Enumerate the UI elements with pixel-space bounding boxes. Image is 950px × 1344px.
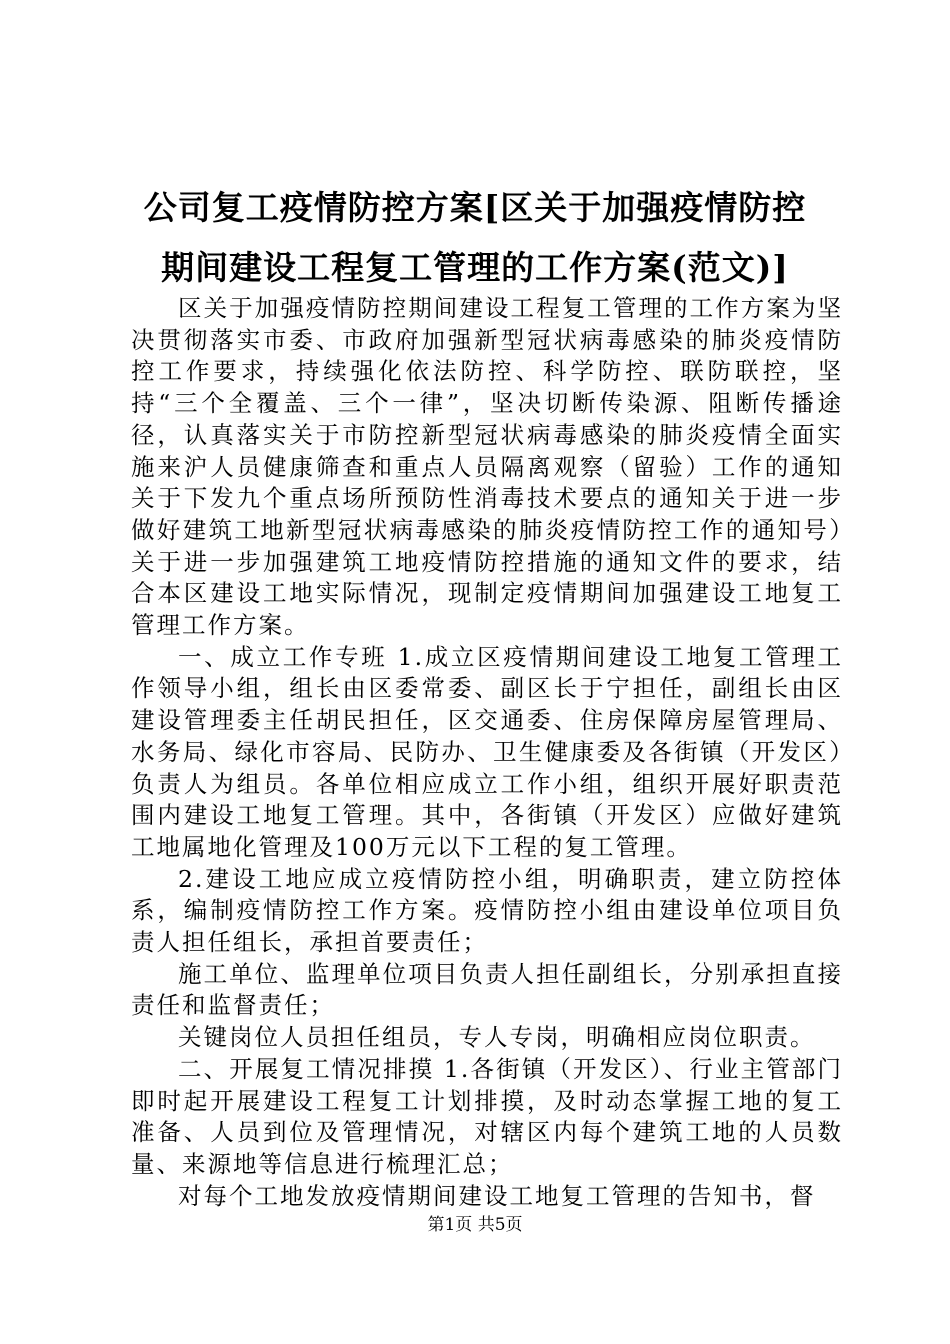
paragraph-intro: 区关于加强疫情防控期间建设工程复工管理的工作方案为坚决贯彻落实市委、市政府加强新型冠状病毒感染的肺炎疫情防控工作要求，持续强化依法防控、科学防控、联防联控，坚持“三个全覆盖、三个一律”，坚决切断传染源、阻断传播途径，认真落实关于市防控新型冠状病毒感染的肺炎疫情全面实施来沪人员健康筛查和重点人员隔离观察（留验）工作的通知关于下发九个重点场所预防性消毒技术要点的通知关于进一步做好建筑工地新型冠状病毒感染的肺炎疫情防控工作的通知号）关于进一步加强建筑工地疫情防控措施的通知文件的要求，结合本区建设工地实际情况，现制定疫情期间加强建设工地复工管理工作方案。: [131, 294, 843, 640]
document-body: [131, 293, 843, 1212]
paragraph-section-1: 一、成立工作专班 1.成立区疫情期间建设工地复工管理工作领导小组，组长由区委常委、副区长于宁担任，副组长由区建设管理委主任胡民担任，区交通委、住房保障房屋管理局、水务局、绿化市容局、民防办、卫生健康委及各街镇（开发区）负责人为组员。各单位相应成立工作小组，组织开展好职责范围内建设工地复工管理。其中，各街镇（开发区）应做好建筑工地属地化管理及100万元以下工程的复工管理。: [131, 642, 843, 861]
document-title: [100, 178, 850, 298]
paragraph-section-2: 二、开展复工情况排摸 1.各街镇（开发区）、行业主管部门即时起开展建设工程复工计划排摸，及时动态掌握工地的复工准备、人员到位及管理情况，对辖区内每个建筑工地的人员数量、来源地等信息进行梳理汇总；: [131, 1054, 843, 1178]
paragraph-key-positions: 关键岗位人员担任组员，专人专岗，明确相应岗位职责。: [178, 1023, 816, 1052]
paragraph-notice: 对每个工地发放疫情期间建设工地复工管理的告知书，督: [178, 1181, 816, 1210]
paragraph-construction-unit: 施工单位、监理单位项目负责人担任副组长，分别承担直接责任和监督责任；: [131, 959, 843, 1020]
title-line-1: 公司复工疫情防控方案[区关于加强疫情防控: [143, 188, 807, 227]
title-line-2: 期间建设工程复工管理的工作方案(范文)]: [161, 248, 789, 287]
page-footer: 第1页 共5页: [427, 1215, 523, 1235]
paragraph-item-2: 2.建设工地应成立疫情防控小组，明确职责，建立防控体系，编制疫情防控工作方案。疫情防控小组由建设单位项目负责人担任组长，承担首要责任；: [131, 864, 843, 957]
